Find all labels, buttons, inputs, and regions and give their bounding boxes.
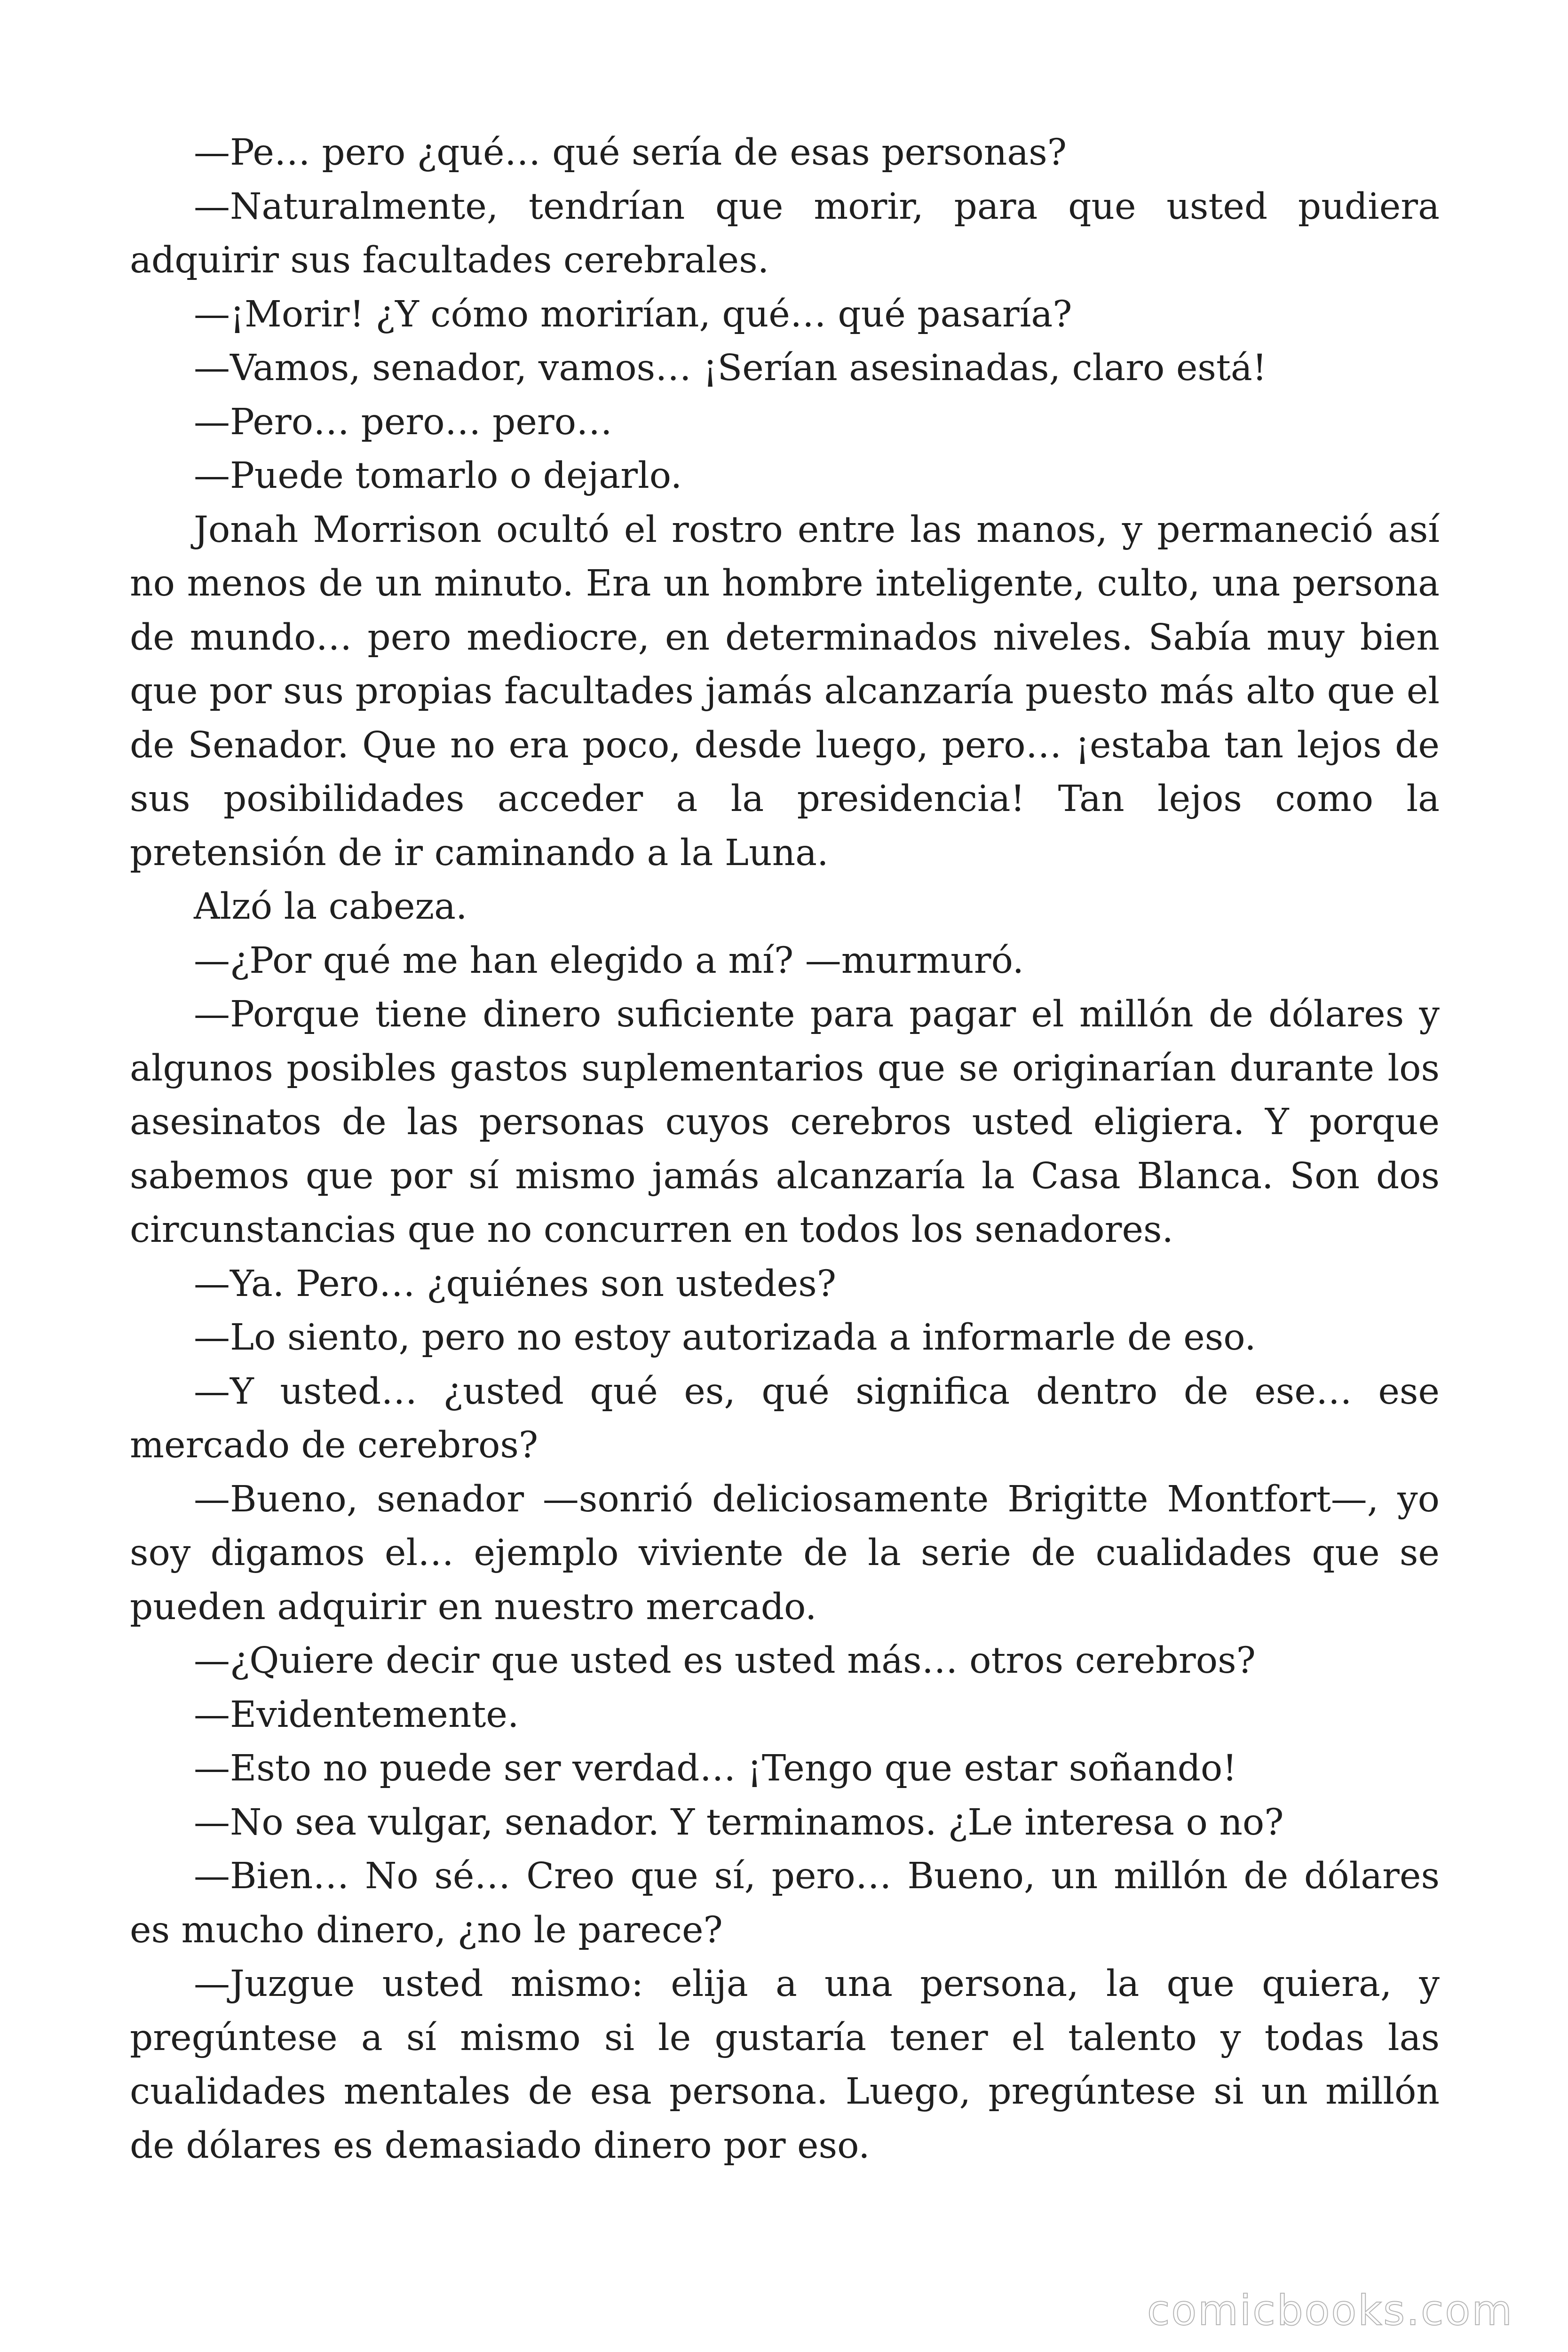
- paragraph: —No sea vulgar, senador. Y terminamos. ¿Le interesa o no?: [194, 1801, 1284, 1843]
- paragraph: —Esto no puede ser verdad… ¡Tengo que estar soñando!: [194, 1748, 1237, 1789]
- paragraph: —¿Por qué me han elegido a mí? —murmuró.: [194, 939, 1024, 982]
- paragraph: —Pero… pero… pero…: [194, 401, 613, 443]
- paragraph: Alzó la cabeza.: [194, 886, 467, 928]
- paragraph: —¿Quiere decir que usted es usted más… otros cerebros?: [194, 1640, 1256, 1682]
- paragraph: —Lo siento, pero no estoy autorizada a informarle de eso.: [194, 1317, 1256, 1359]
- paragraph: —Naturalmente, tendrían que morir, para que usted pudiera adquirir sus facultades cerebrales.: [130, 185, 1440, 281]
- paragraph: —Ya. Pero… ¿quiénes son ustedes?: [194, 1263, 836, 1305]
- paragraph: —¡Morir! ¿Y cómo morirían, qué… qué pasaría?: [194, 293, 1072, 335]
- book-page-text: [130, 126, 1440, 2173]
- paragraph: —Puede tomarlo o dejarlo.: [194, 455, 682, 497]
- paragraph: —Juzgue usted mismo: elija a una persona, la que quiera, y pregúntese a sí mismo si le gustaría tener el talento y todas las cualidades mentales de esa persona. Luego, pregúntese si un millón de dólares es demasiado dinero por eso.: [130, 1963, 1440, 2167]
- paragraph: —Vamos, senador, vamos… ¡Serían asesinadas, claro está!: [194, 347, 1267, 389]
- paragraph: —Pe… pero ¿qué… qué sería de esas personas?: [194, 132, 1067, 174]
- paragraph: —Bien… No sé… Creo que sí, pero… Bueno, un millón de dólares es mucho dinero, ¿no le parece?: [130, 1855, 1440, 1951]
- paragraph: Jonah Morrison ocultó el rostro entre las manos, y permaneció así no menos de un minuto. Era un hombre inteligente, culto, una persona de mundo… pero mediocre, en determinados niveles. Sabía muy bien que por sus propias facultades jamás alcanzaría puesto más alto que el de Senador. Que no era poco, desde luego, pero… ¡estaba tan lejos de sus posibilidades acceder a la presidencia! Tan lejos como la pretensión de ir caminando a la Luna.: [130, 509, 1440, 874]
- watermark: comicbooks.com: [1147, 2286, 1513, 2335]
- paragraph: —Bueno, senador —sonrió deliciosamente Brigitte Montfort—, yo soy digamos el… ejemplo viviente de la serie de cualidades que se pueden adquirir en nuestro mercado.: [130, 1478, 1440, 1628]
- paragraph: —Y usted… ¿usted qué es, qué significa dentro de ese… ese mercado de cerebros?: [130, 1370, 1440, 1466]
- paragraph: —Evidentemente.: [194, 1693, 519, 1736]
- paragraph: —Porque tiene dinero suficiente para pagar el millón de dólares y algunos posibles gastos suplementarios que se originarían durante los asesinatos de las personas cuyos cerebros usted eligiera. Y porque sabemos que por sí mismo jamás alcanzaría la Casa Blanca. Son dos circunstancias que no concurren en todos los senadores.: [130, 993, 1440, 1251]
